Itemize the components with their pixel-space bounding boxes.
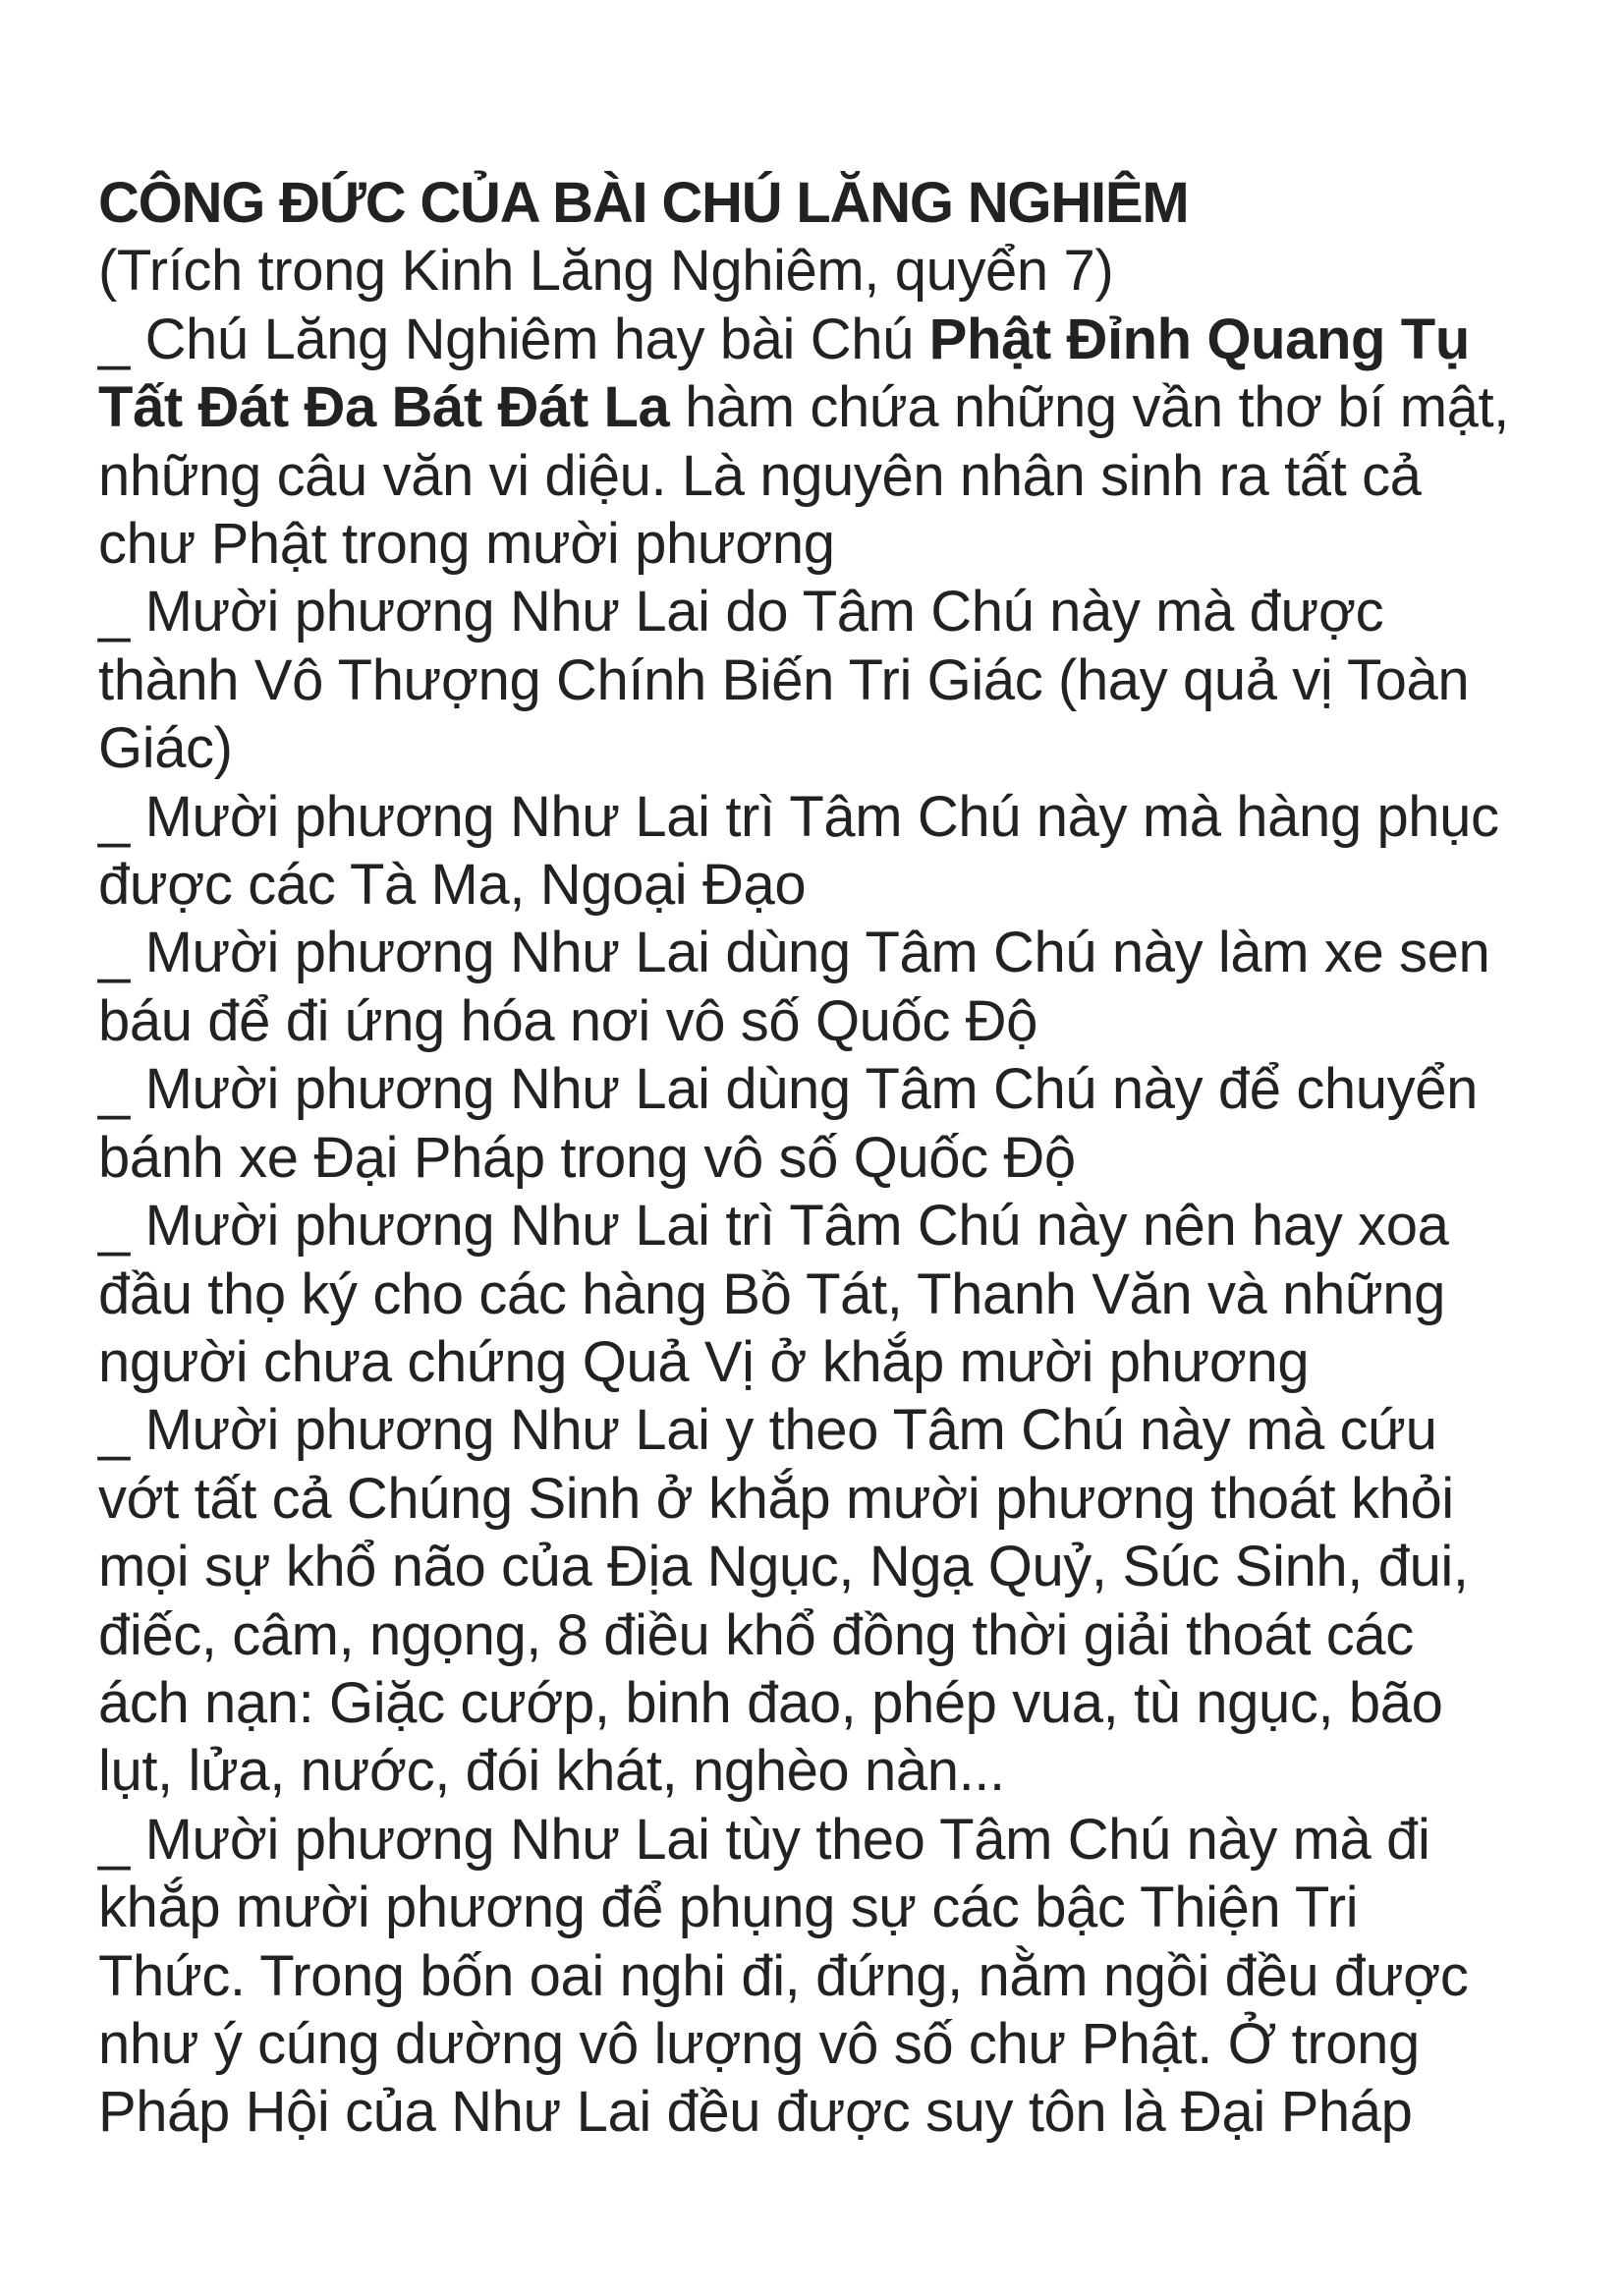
paragraph-6-line-3: người chưa chứng Quả Vị ở khắp mười phương [98, 1329, 1310, 1394]
paragraph-5-line-2: bánh xe Đại Pháp trong vô số Quốc Độ [98, 1125, 1076, 1190]
paragraph-2-line-3: Giác) [98, 716, 233, 781]
paragraph-7-line-6: lụt, lửa, nước, đói khát, nghèo nàn... [98, 1739, 1005, 1804]
paragraph-1-line-1 [98, 306, 1592, 373]
document-subtitle: (Trích trong Kinh Lăng Nghiêm, quyển 7) [98, 239, 1114, 304]
paragraph-7-line-4: điếc, câm, ngọng, 8 điều khổ đồng thời giải thoát các [98, 1602, 1414, 1667]
paragraph-2-line-2: thành Vô Thượng Chính Biến Tri Giác (hay quả vị Toàn [98, 647, 1470, 712]
paragraph-4-line-2: báu để đi ứng hóa nơi vô số Quốc Độ [98, 988, 1038, 1053]
paragraph-7-line-5: ách nạn: Giặc cướp, binh đao, phép vua, tù ngục, bão [98, 1670, 1443, 1735]
paragraph-7-line-3: mọi sự khổ não của Địa Ngục, Ngạ Quỷ, Súc Sinh, đui, [98, 1535, 1469, 1599]
paragraph-6-line-2: đầu thọ ký cho các hàng Bồ Tát, Thanh Văn và những [98, 1261, 1445, 1326]
paragraph-5-line-1: _ Mười phương Như Lai dùng Tâm Chú này để chuyển [98, 1057, 1478, 1122]
document-title: CÔNG ĐỨC CỦA BÀI CHÚ LĂNG NGHIÊM [98, 171, 1189, 235]
paragraph-2-line-1: _ Mười phương Như Lai do Tâm Chú này mà được [98, 580, 1384, 644]
paragraph-6-line-1: _ Mười phương Như Lai trì Tâm Chú này nên hay xoa [98, 1194, 1449, 1259]
paragraph-3-line-1: _ Mười phương Như Lai trì Tâm Chú này mà hàng phục [98, 784, 1499, 849]
paragraph-8-line-5: Pháp Hội của Như Lai đều được suy tôn là Đại Pháp [98, 2080, 1413, 2145]
paragraph-8-line-3: Thức. Trong bốn oai nghi đi, đứng, nằm ngồi đều được [98, 1943, 1469, 2008]
paragraph-1-line-2 [98, 373, 1592, 441]
paragraph-1-line-4: chư Phật trong mười phương [98, 512, 835, 577]
mantra-name-part-1: Phật Đỉnh Quang Tụ [928, 307, 1470, 371]
paragraph-1-line-1-text: _ Chú Lăng Nghiêm hay bài Chú [98, 307, 929, 371]
paragraph-8-line-2: khắp mười phương để phụng sự các bậc Thiện Tri [98, 1876, 1359, 1940]
paragraph-7-line-2: vớt tất cả Chúng Sinh ở khắp mười phương thoát khỏi [98, 1466, 1454, 1531]
paragraph-7-line-1: _ Mười phương Như Lai y theo Tâm Chú này mà cứu [98, 1398, 1437, 1463]
mantra-name-part-2: Tất Đát Đa Bát Đát La [98, 375, 670, 440]
document-page [98, 169, 1592, 2147]
paragraph-1-line-3: những câu văn vi diệu. Là nguyên nhân sinh ra tất cả [98, 443, 1422, 508]
paragraph-4-line-1: _ Mười phương Như Lai dùng Tâm Chú này làm xe sen [98, 921, 1490, 985]
paragraph-1-line-2-text: hàm chứa những vần thơ bí mật, [669, 375, 1509, 440]
paragraph-3-line-2: được các Tà Ma, Ngoại Đạo [98, 853, 807, 918]
paragraph-8-line-4: như ý cúng dường vô lượng vô số chư Phật. Ở trong [98, 2011, 1420, 2076]
paragraph-8-line-1: _ Mười phương Như Lai tùy theo Tâm Chú này mà đi [98, 1807, 1430, 1872]
